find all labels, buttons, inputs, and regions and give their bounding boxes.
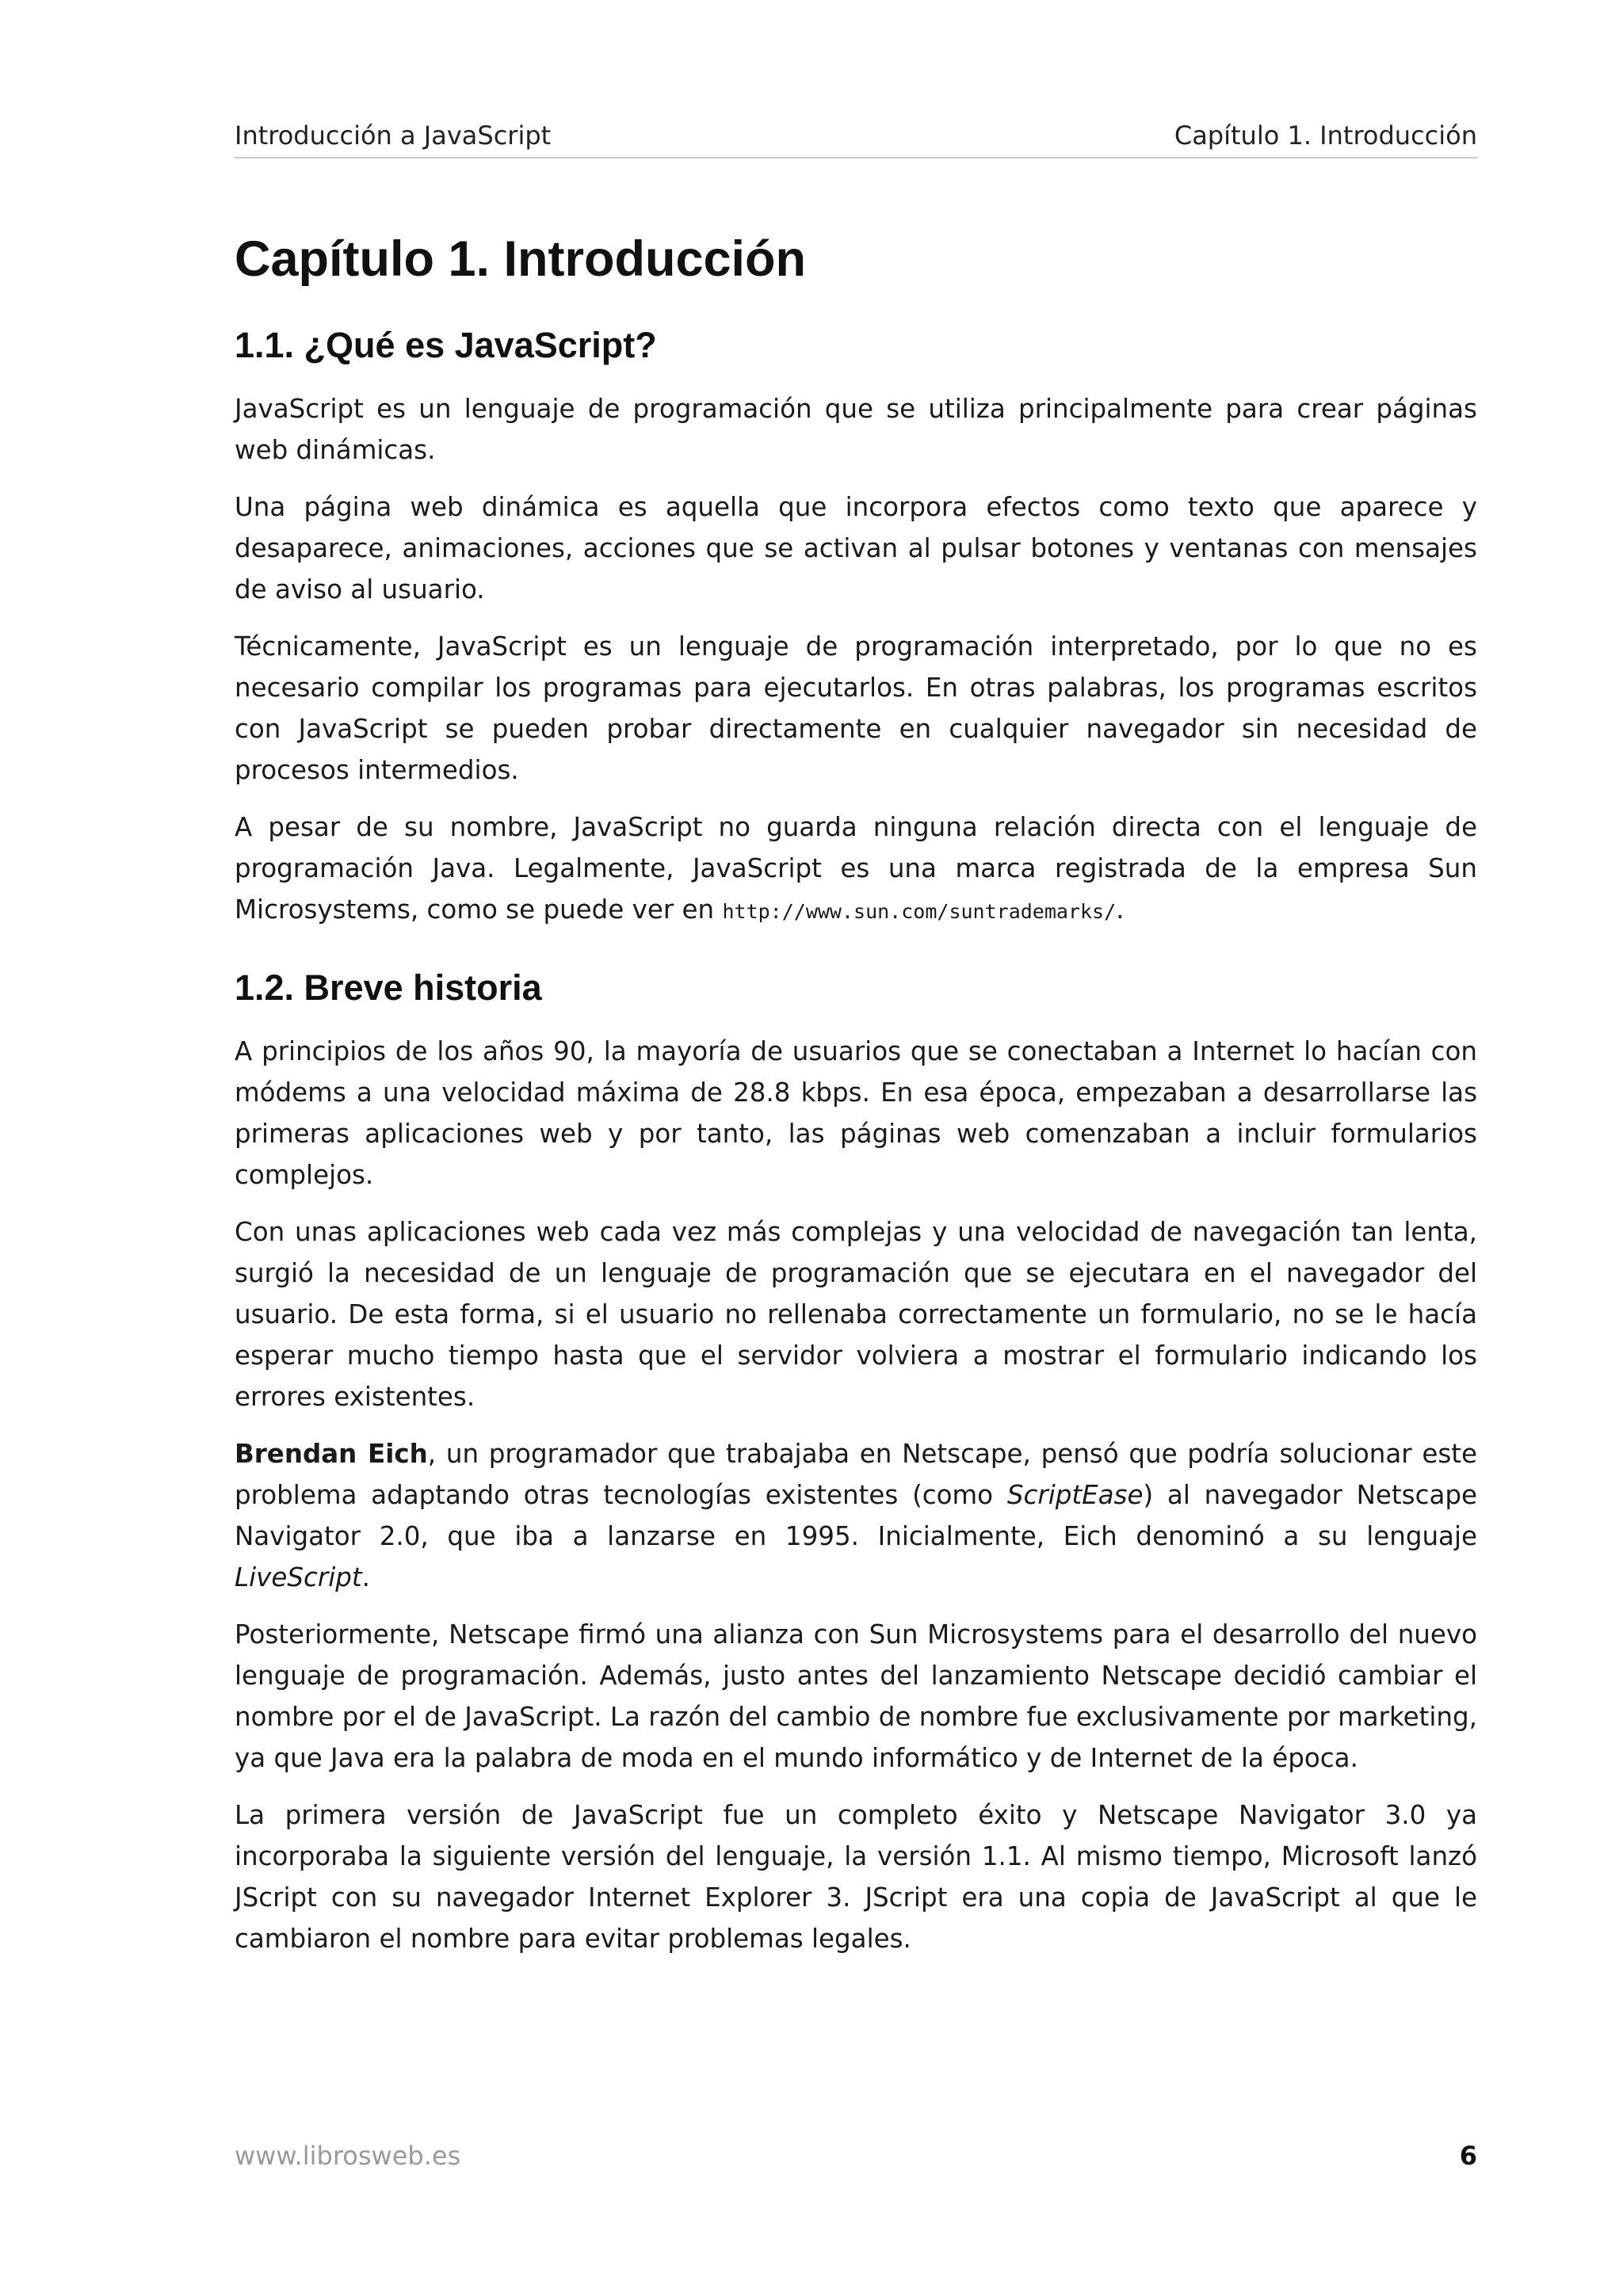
paragraph: Posteriormente, Netscape firmó una alianza con Sun Microsystems para el desarrollo del nuevo lenguaje de programación. Además, justo antes del lanzamiento Netscape decidió cambiar el nombre por el de JavaScript. La razón del cambio de nombre fue exclusivamente por marketing, ya que Java era la palabra de moda en el mundo informático y de Internet de la época. (235, 1619, 1477, 1774)
paragraph (235, 807, 1477, 933)
paragraph: Con unas aplicaciones web cada vez más complejas y una velocidad de navegación tan lenta, surgió la necesidad de un lenguaje de programación que se ejecutara en el navegador del usuario. De esta forma, si el usuario no rellenaba correctamente un formulario, no se le hacía esperar mucho tiempo hasta que el servidor volviera a mostrar el formulario indicando los errores existentes. (235, 1217, 1477, 1413)
paragraph-end: . (361, 1562, 370, 1593)
paragraph: Técnicamente, JavaScript es un lenguaje de programación interpretado, por lo que no es necesario compilar los programas para ejecutarlos. En otras palabras, los programas escritos con JavaScript se pueden probar directamente en cualquier navegador sin necesidad de procesos intermedios. (235, 631, 1477, 785)
term-livescript: LiveScript (235, 1562, 362, 1593)
page-number: 6 (1459, 2141, 1477, 2171)
page-footer (235, 2141, 1477, 2180)
section-title-brief-history: 1.2. Breve historia (235, 967, 542, 1008)
paragraph-text: A pesar de su nombre, JavaScript no guarda ninguna relación directa con el lenguaje de programación Java. Legalmente, JavaScript es una marca registrada de la empresa Sun Microsystems, como se puede ver en (235, 811, 1477, 925)
header-book-title: Introducción a JavaScript (235, 120, 552, 151)
person-name: Brendan Eich (235, 1439, 428, 1470)
term-scriptease: ScriptEase (1006, 1480, 1144, 1511)
paragraph: Una página web dinámica es aquella que incorpora efectos como texto que aparece y desaparece, animaciones, acciones que se activan al pulsar botones y ventanas con mensajes de aviso al usuario. (235, 491, 1477, 605)
running-header (235, 119, 1477, 158)
trademark-url: http://www.sun.com/suntrademarks/ (722, 899, 1117, 923)
paragraph: JavaScript es un lenguaje de programación que se utiliza principalmente para crear páginas web dinámicas. (235, 393, 1477, 465)
paragraph (235, 1433, 1477, 1598)
paragraph-text: , un programador que trabajaba en Netscape, pensó que podría solucionar este problema adaptando otras tecnologías existentes (como (235, 1439, 1477, 1511)
chapter-title: Capítulo 1. Introducción (235, 231, 806, 287)
paragraph-text: ) al navegador Netscape Navigator 2.0, que iba a lanzarse en 1995. Inicialmente, Eich denominó a su lenguaje (235, 1480, 1477, 1552)
footer-website: www.librosweb.es (235, 2141, 461, 2171)
page-content (235, 230, 1477, 1975)
header-chapter-title: Capítulo 1. Introducción (1174, 120, 1477, 151)
section-title-what-is-javascript: 1.1. ¿Qué es JavaScript? (235, 324, 657, 365)
paragraph-end: . (1116, 894, 1125, 925)
paragraph: La primera versión de JavaScript fue un completo éxito y Netscape Navigator 3.0 ya incorporaba la siguiente versión del lenguaje, la versión 1.1. Al mismo tiempo, Microsoft lanzó JScript con su navegador Internet Explorer 3. JScript era una copia de JavaScript al que le cambiaron el nombre para evitar problemas legales. (235, 1800, 1477, 1955)
paragraph: A principios de los años 90, la mayoría de usuarios que se conectaban a Internet lo hacían con módems a una velocidad máxima de 28.8 kbps. En esa época, empezaban a desarrollarse las primeras aplicaciones web y por tanto, las páginas web comenzaban a incluir formularios complejos. (235, 1036, 1477, 1191)
